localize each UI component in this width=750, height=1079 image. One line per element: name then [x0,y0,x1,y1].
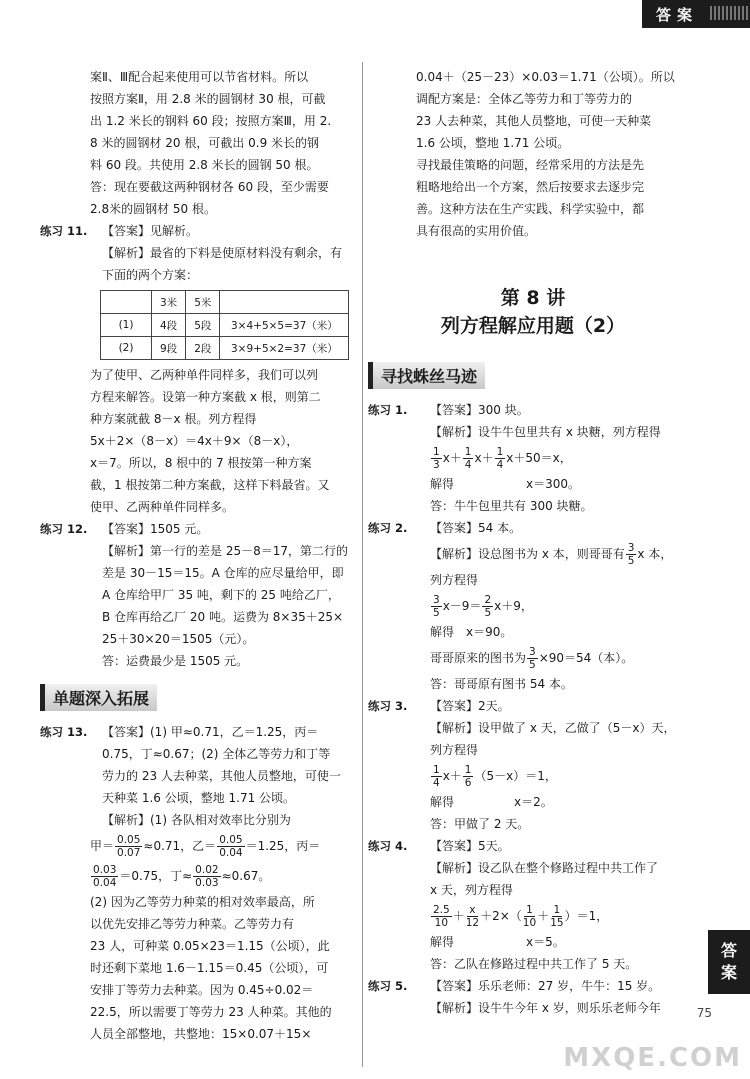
text-span: ×90＝54（本）。 [538,651,634,665]
exercise-label: 练习 5. [368,979,408,993]
answer-line: 天种菜 1.6 公顷，整地 1.71 公顷。 [102,791,296,805]
numerator: 1 [526,904,533,916]
ratio-line-1 [90,831,355,861]
text-line: 方程来解答。设第一种方案截 x 根，则第二 [90,390,321,404]
text-line: 种方案就截 8－x 根。列方程得 [90,412,257,426]
equation-line [430,761,698,791]
denominator: 0.04 [219,847,243,859]
exercise-2 [368,517,698,695]
answer-line: 【答案】54 本。 [430,521,522,535]
exercise-12 [40,518,355,672]
analysis-line: 23 人，可种菜 0.05×23＝1.15（公顷），此 [90,939,330,953]
text-line: 案Ⅱ、Ⅲ配合起来使用可以节省材料。所以 [90,70,309,84]
text-span: x－9＝ [442,599,482,613]
numerator: 2.5 [433,904,450,916]
text-span: ＋ [537,909,550,923]
side-tab-char: 答 [720,941,737,960]
denominator: 6 [464,777,472,789]
table-cell [220,291,349,314]
table-cell: 9段 [152,337,186,360]
carryover-text [40,66,355,220]
analysis-line: 25＋30×20＝1505（元）。 [102,632,255,646]
numerator: 0.03 [93,864,117,876]
numerator: 1 [553,904,561,916]
exercise-13 [40,721,355,831]
text-line: 列方程得 [430,573,479,587]
fraction [431,594,442,619]
denominator: 15 [550,917,564,929]
numerator: 1 [433,764,440,776]
conclusion-line: 答：甲做了 2 天。 [430,817,530,831]
fraction [495,446,506,471]
text-span: x 本， [637,547,673,561]
cutting-plan-table [100,290,349,360]
answer-line: 0.75，丁≈0.67；(2) 全体乙等劳力和丁等 [102,747,331,761]
section-heading: 寻找蛛丝马迹 [368,362,485,389]
table-cell: 3×4+5×5=37（米） [220,314,349,337]
denominator: 10 [434,917,449,929]
analysis-line: (2) 因为乙等劳力种菜的相对效率最高，所 [90,895,315,909]
text-line: 调配方案是：全体乙等劳力和丁等劳力的 [416,92,633,106]
text-span: ＋ [452,909,465,923]
denominator: 5 [529,659,536,671]
text-span: ≈0.67。 [221,869,271,883]
text-line: 2.8米的圆钢材 50 根。 [90,202,216,216]
solve-line: 解得 x＝90。 [430,625,513,639]
fraction [431,446,442,471]
section-heading: 单题深入拓展 [40,684,157,711]
fraction [431,764,442,789]
lecture-title: 第 8 讲 [500,287,566,309]
exercise-3 [368,695,698,835]
fraction [217,834,244,859]
numerator: 1 [433,446,440,458]
text-line: 粗略地给出一个方案，然后按要求去逐步完 [416,180,645,194]
corner-stripes [710,6,750,20]
denominator: 5 [484,607,492,619]
table-cell: 4段 [152,314,186,337]
text-span: x＋ [442,451,462,465]
text-line: 料 60 段。共使用 2.8 米长的圆钢 50 根。 [90,158,319,172]
denominator: 3 [433,459,440,471]
equation-line: 5x＋2×（8－x）＝4x＋9×（8－x）， [90,434,299,448]
text-span: 甲＝ [90,839,115,853]
answer-corner-tag [642,0,750,28]
numerator: x [469,904,476,916]
table-cell [101,291,152,314]
denominator: 12 [465,917,480,929]
analysis-line: 【解析】设牛牛今年 x 岁，则乐乐老师今年 [430,1001,661,1015]
text-span: x＋ [442,769,462,783]
analysis-line: 【解析】设牛牛包里共有 x 块糖，列方程得 [430,425,661,439]
table-cell: (1) [101,314,152,337]
exercise-11 [40,220,355,286]
exercise-1 [368,399,698,517]
table-header-cell: 5米 [186,291,220,314]
answer-line: 【答案】(1) 甲≈0.71，乙＝1.25，丙＝ [102,725,319,739]
conclusion-line: 答：牛牛包里共有 300 块糖。 [430,499,593,513]
text-span: x＋50＝x， [506,451,572,465]
text-line: 具有很高的实用价值。 [416,224,537,238]
analysis-line: 以优先安排乙等劳力种菜。乙等劳力有 [90,917,295,931]
answer-line: 【答案】见解析。 [102,224,199,238]
exercise-label: 练习 3. [368,699,408,713]
text-line: 1.6 公顷，整地 1.71 公顷。 [416,136,570,150]
analysis-line: 差是 30－15＝15。A 仓库的应尽量给甲，即 [102,566,344,580]
analysis-line: B 仓库再给乙厂 20 吨。运费为 8×35＋25× [102,610,344,624]
lecture-subtitle: 列方程解应用题（2） [440,315,626,337]
exercise-5 [368,975,698,1019]
fraction [550,904,563,929]
text-line: 答：现在要截这两种钢材各 60 段，至少需要 [90,180,329,194]
text-line: 截，1 根按第二种方案截，这样下料最省。又 [90,478,330,492]
numerator: 3 [433,594,440,606]
exercise-label: 练习 11. [40,224,88,238]
solve-line: 解得 x＝2。 [430,795,553,809]
text-line: 按照方案Ⅱ，用 2.8 米的圆钢材 30 根，可截 [90,92,326,106]
text-line: 23 人去种菜，其他人员整地，可使一天种菜 [416,114,652,128]
text-span: ）＝1， [564,909,609,923]
table-cell: 2段 [186,337,220,360]
numerator: 0.05 [117,834,141,846]
solve-line: 解得 x＝300。 [430,477,581,491]
numerator: 3 [529,646,536,658]
text-span: ≈0.71，乙＝ [143,839,217,853]
numerator: 0.02 [195,864,219,876]
text-span: x＋9， [494,599,533,613]
equation-line [430,591,698,621]
text-span: ＋2×（ [480,909,522,923]
text-line: 为了使甲、乙两种单件同样多，我们可以列 [90,368,319,382]
page-number: 75 [696,1006,712,1020]
text-span: 哥哥原来的图书为 [430,651,527,665]
exercise-label: 练习 2. [368,521,408,535]
conclusion-line: 答：运费最少是 1505 元。 [102,654,249,668]
exercise-label: 练习 4. [368,839,408,853]
table-row [101,314,349,337]
analysis-line: 安排丁等劳力去种菜。因为 0.45÷0.02＝ [90,983,314,997]
fraction [482,594,493,619]
right-column [368,66,698,1019]
fraction [91,864,118,889]
numerator: 0.05 [219,834,243,846]
conclusion-line: 答：乙队在修路过程中共工作了 5 天。 [430,957,638,971]
fraction [523,904,536,929]
fraction [466,904,479,929]
table-row [101,337,349,360]
fraction [626,542,637,567]
exercise-11-continued [40,364,355,518]
numerator: 1 [464,764,472,776]
analysis-line: 【解析】设甲做了 x 天，乙做了（5－x）天， [430,721,676,735]
exercise-4 [368,835,698,975]
text-line: 8 米的圆钢材 20 根，可截出 0.9 米长的钢 [90,136,320,150]
text-line: x 天，列方程得 [430,883,513,897]
result-line [430,643,698,673]
denominator: 5 [627,555,635,567]
denominator: 4 [496,459,504,471]
denominator: 0.07 [117,847,141,859]
side-tab-char: 案 [720,963,737,982]
text-line: 寻找最佳策略的问题，经常采用的方法是先 [416,158,645,172]
denominator: 10 [522,917,537,929]
analysis-line: 时还剩下菜地 1.6－1.15＝0.45（公顷），可 [90,961,329,975]
column-divider [362,62,363,1067]
fraction [193,864,220,889]
exercise-label: 练习 12. [40,522,88,536]
table-cell: 5段 [186,314,220,337]
text-line: 列方程得 [430,743,479,757]
analysis-line: 【解析】最省的下料是使原材料没有剩余，有 [102,246,343,260]
answer-side-tab [708,930,750,994]
text-span: ＝1.25，丙＝ [245,839,321,853]
equation-line [430,901,698,931]
table-cell: (2) [101,337,152,360]
fraction [431,904,452,929]
answer-line: 【答案】乐乐老师：27 岁，牛牛：15 岁。 [430,979,661,993]
corner-tag-label: 答案 [656,5,699,24]
exercise-label: 练习 1. [368,403,408,417]
exercise-13-fractions [40,831,355,1045]
watermark-logo: MXQE.COM [563,1043,742,1073]
denominator: 4 [433,777,440,789]
denominator: 0.04 [93,877,117,889]
analysis-line: 人员全部整地，共整地：15×0.07＋15× [90,1027,312,1041]
left-column [40,66,355,1045]
carryover-text [368,66,698,242]
text-line: 使甲、乙两种单件同样多。 [90,500,235,514]
text-line: 0.04＋（25－23）×0.03＝1.71（公顷）。所以 [416,70,675,84]
analysis-line: 【解析】第一行的差是 25－8＝17，第二行的 [102,544,348,558]
conclusion-line: 答：哥哥原有图书 54 本。 [430,677,573,691]
text-line: 出 1.2 米长的钢料 60 段；按照方案Ⅲ，用 2. [90,114,332,128]
solve-line: 解得 x＝5。 [430,935,565,949]
numerator: 3 [627,542,635,554]
fraction [115,834,142,859]
equation-line [430,443,698,473]
table-header-cell: 3米 [152,291,186,314]
text-span: 【解析】设总图书为 x 本，则哥哥有 [430,547,625,561]
answer-line: 【答案】5天。 [430,839,510,853]
table-cell: 3×9+5×2=37（米） [220,337,349,360]
answer-line: 【答案】1505 元。 [102,522,209,536]
text-span: （5－x）＝1， [474,769,557,783]
numerator: 1 [496,446,504,458]
text-span: x＋ [474,451,494,465]
analysis-line: 22.5，所以需要丁等劳力 23 人种菜。其他的 [90,1005,332,1019]
answer-line: 劳力的 23 人去种菜，其他人员整地，可使一 [102,769,341,783]
fraction [527,646,538,671]
table-row [101,291,349,314]
numerator: 2 [484,594,492,606]
text-span: ＝0.75，丁≈ [119,869,193,883]
denominator: 4 [464,459,472,471]
ratio-line-2 [90,861,355,891]
denominator: 0.03 [195,877,219,889]
text-line: 善。这种方法在生产实践、科学实验中，都 [416,202,645,216]
numerator: 1 [464,446,472,458]
analysis-line: A 仓库给甲厂 35 吨，剩下的 25 吨给乙厂， [102,588,340,602]
exercise-label: 练习 13. [40,725,88,739]
analysis-line: 下面的两个方案： [102,268,199,282]
analysis-line: 【解析】(1) 各队相对效率比分别为 [102,813,291,827]
fraction [463,446,474,471]
answer-line: 【答案】2天。 [430,699,510,713]
answer-line: 【答案】300 块。 [430,403,529,417]
fraction [463,764,474,789]
text-line: x＝7。所以，8 根中的 7 根按第一种方案 [90,456,312,470]
analysis-line: 【解析】设乙队在整个修路过程中共工作了 [430,861,659,875]
denominator: 5 [433,607,440,619]
analysis-line [430,539,698,569]
